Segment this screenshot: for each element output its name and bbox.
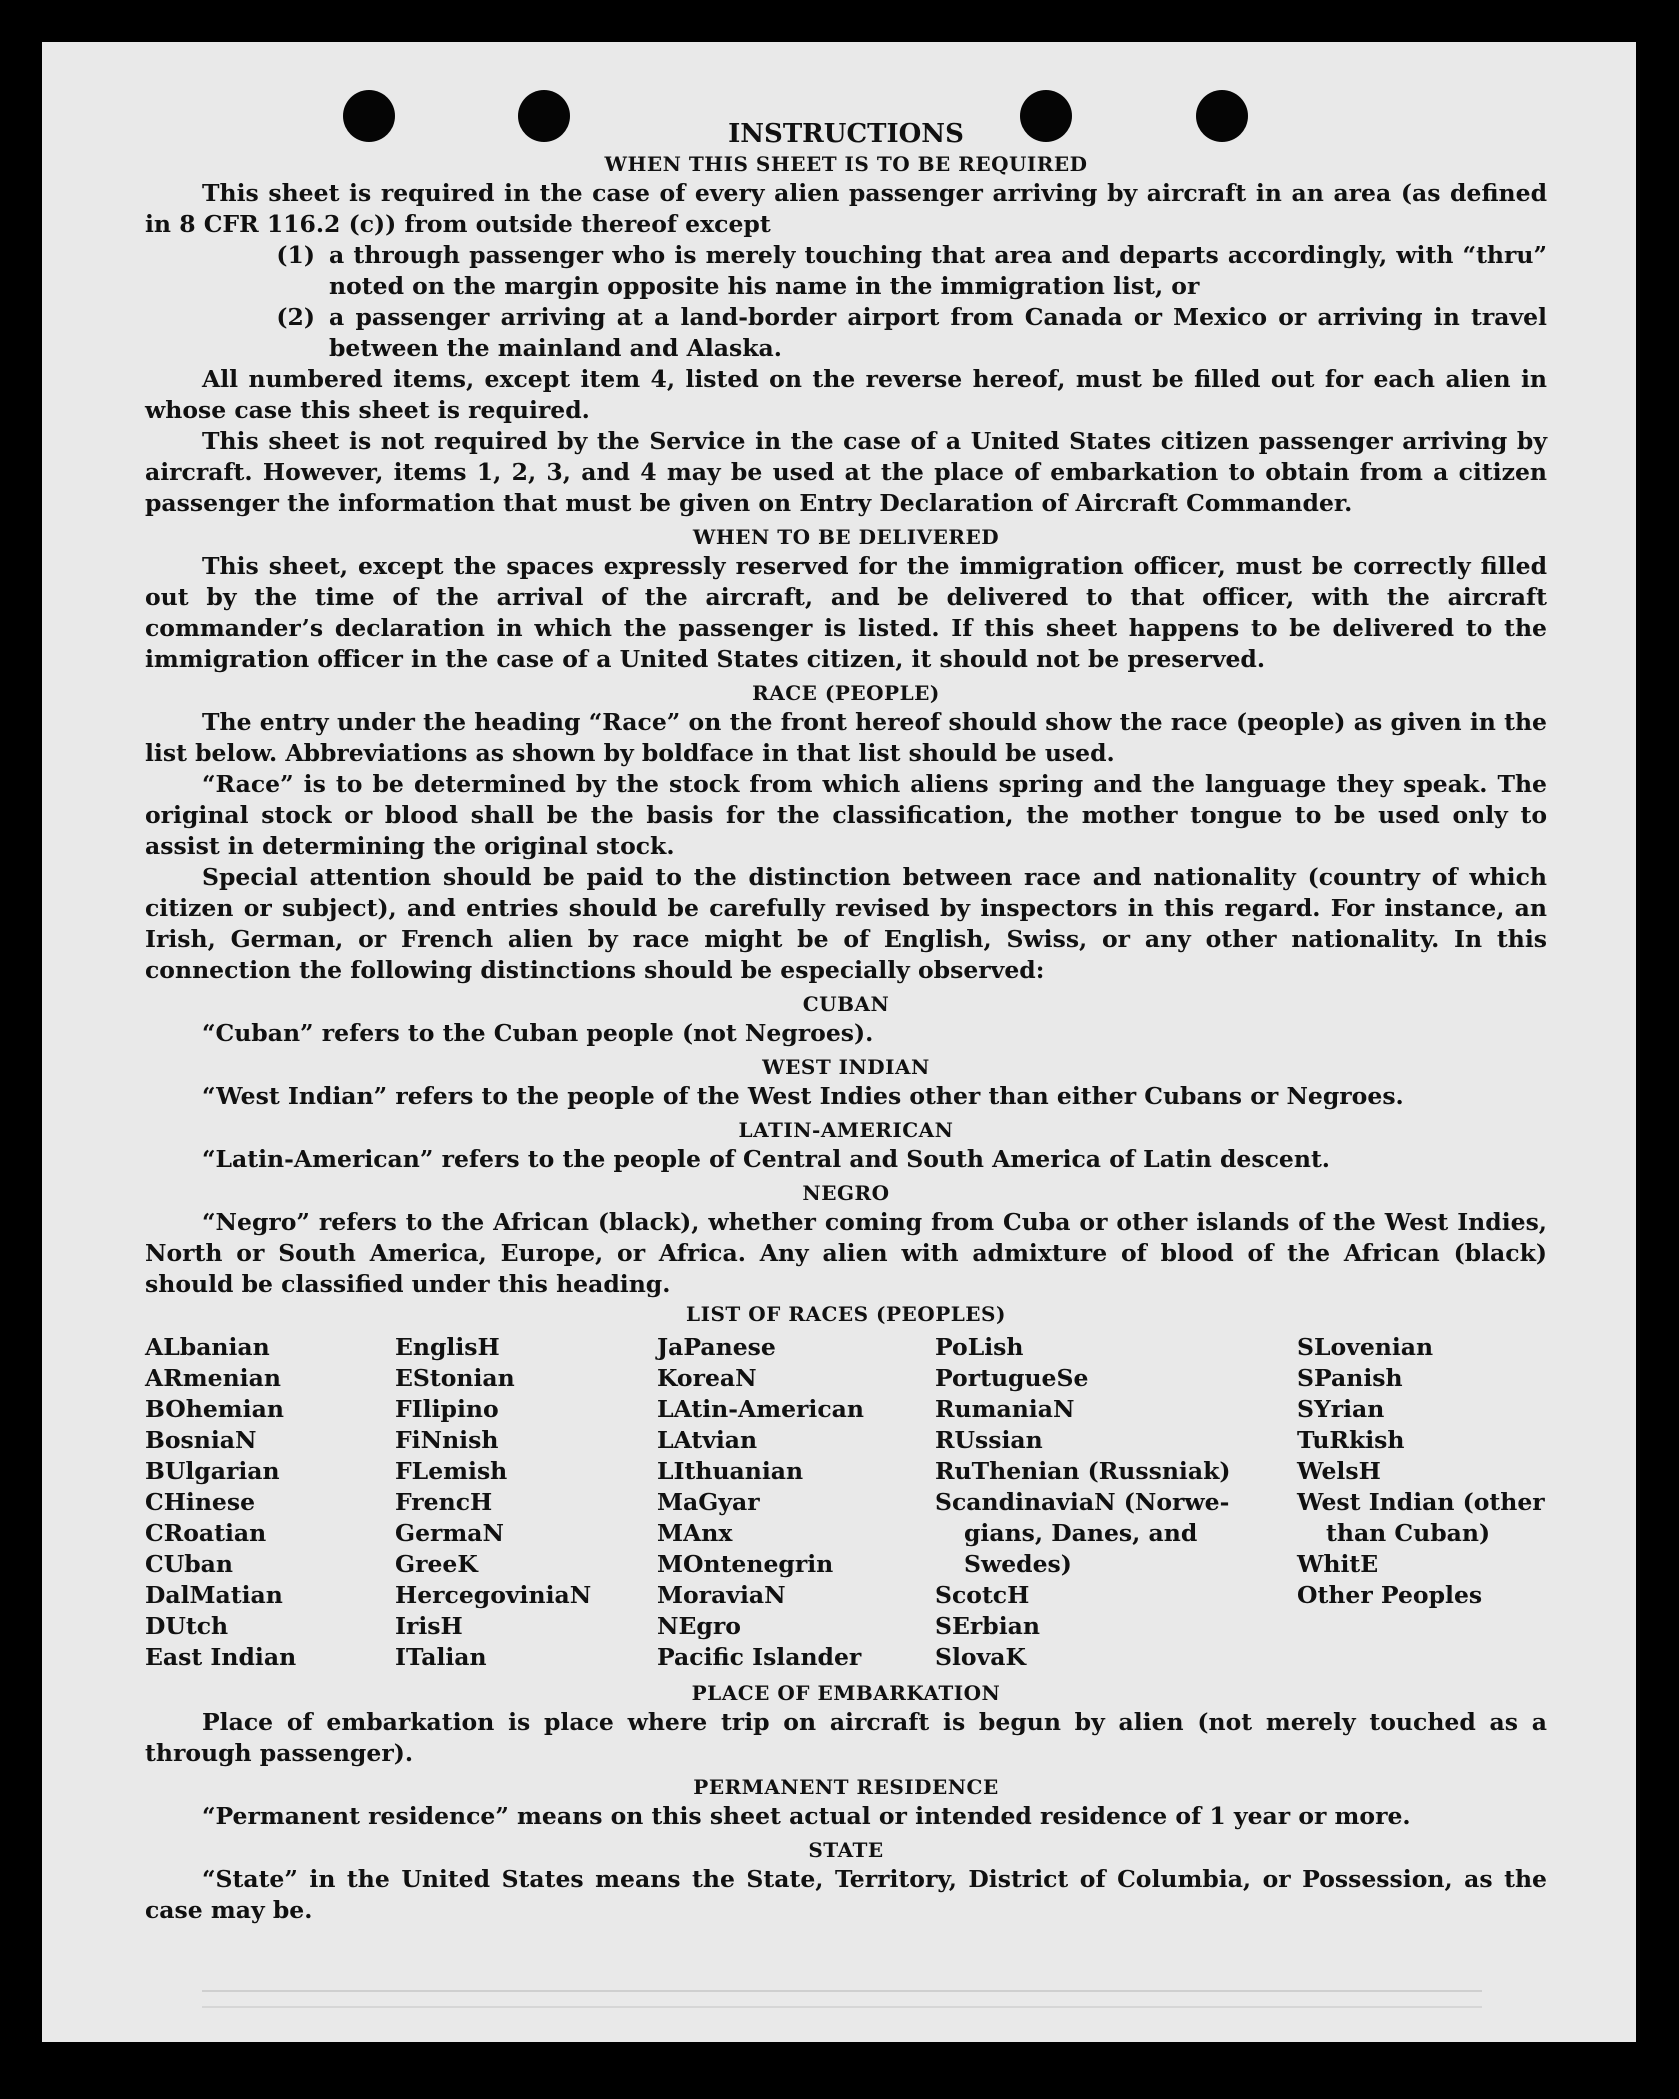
race-entry: TuRkish — [1297, 1426, 1405, 1454]
heading-negro: NEGRO — [802, 1181, 890, 1205]
required-intro: This sheet is required in the case of every alien passenger arriving by aircraft in an area (as defined in 8 CFR 116.2 (c)) from outside thereof except — [145, 179, 1547, 238]
race-entry: ScotcH — [935, 1581, 1030, 1609]
races-column-5 — [1297, 1332, 1547, 1673]
race-entry: LIthuanian — [657, 1457, 804, 1485]
race-entry: than Cuban) — [1326, 1519, 1491, 1547]
race-para-2: “Race” is to be determined by the stock from which aliens spring and the language they speak. The original stock or blood shall be the basis for the classification, the mother tongue to be used only to assist in determining the original stock. — [145, 770, 1547, 860]
exception-item-2 — [145, 302, 1547, 364]
race-entry: BOhemian — [145, 1395, 284, 1423]
race-entry: DalMatian — [145, 1581, 283, 1609]
item-text: a passenger arriving at a land-border airport from Canada or Mexico or arriving in travel between the mainland and Alaska. — [329, 303, 1547, 362]
race-entry: NEgro — [657, 1612, 741, 1640]
race-entry: MOntenegrin — [657, 1550, 834, 1578]
race-entry: CUban — [145, 1550, 233, 1578]
race-entry: ALbanian — [145, 1333, 270, 1361]
race-entry: SPanish — [1297, 1364, 1403, 1392]
heading-when-delivered: WHEN TO BE DELIVERED — [692, 525, 1000, 549]
race-entry: ScandinaviaN (Norwe- — [935, 1488, 1230, 1516]
race-entry: FIlipino — [395, 1395, 499, 1423]
residence-text: “Permanent residence” means on this sheet actual or intended residence of 1 year or more. — [202, 1802, 1411, 1830]
race-entry: GreeK — [395, 1550, 478, 1578]
race-entry: RuThenian (Russniak) — [935, 1457, 1231, 1485]
race-entry: RUssian — [935, 1426, 1043, 1454]
heading-permanent-residence: PERMANENT RESIDENCE — [693, 1775, 999, 1799]
delivered-text: This sheet, except the spaces expressly reserved for the immigration officer, must be correctly filled out by the time of the arrival of the aircraft, and be delivered to that officer, with the aircraft commander’s declaration in which the passenger is listed. If this sheet happens to be delivered to the immigration officer in the case of a United States citizen, it should not be preserved. — [145, 552, 1547, 673]
race-entry: KoreaN — [657, 1364, 757, 1392]
race-entry: ITalian — [395, 1643, 487, 1671]
race-entry: Other Peoples — [1297, 1581, 1483, 1609]
item-text: a through passenger who is merely touching that area and departs accordingly, with “thru” noted on the margin opposite his name in the immigration list, or — [329, 241, 1547, 300]
race-entry: CRoatian — [145, 1519, 267, 1547]
race-entry: MaGyar — [657, 1488, 760, 1516]
race-entry: SlovaK — [935, 1643, 1026, 1671]
embarkation-text: Place of embarkation is place where trip on aircraft is begun by alien (not merely touched as a through passenger). — [145, 1708, 1547, 1767]
heading-cuban: CUBAN — [802, 992, 890, 1016]
race-entry: Pacific Islander — [657, 1643, 862, 1671]
race-entry: SErbian — [935, 1612, 1040, 1640]
race-entry: LAtin-American — [657, 1395, 864, 1423]
race-para-3: Special attention should be paid to the distinction between race and nationality (country of which citizen or subject), and entries should be carefully revised by inspectors in this regard. For instance, an Irish, German, or French alien by race might be of English, Swiss, or any other nationality. In this connection the following distinctions should be especially observed: — [145, 863, 1547, 984]
cuban-text: “Cuban” refers to the Cuban people (not Negroes). — [202, 1019, 874, 1047]
race-entry: BUlgarian — [145, 1457, 280, 1485]
heading-list-of-races: LIST OF RACES (PEOPLES) — [686, 1302, 1006, 1326]
race-entry: EnglisH — [395, 1333, 500, 1361]
race-para-1: The entry under the heading “Race” on the front hereof should show the race (people) as given in the list below. Abbreviations as shown by boldface in that list should be used. — [145, 708, 1547, 767]
heading-west-indian: WEST INDIAN — [762, 1055, 930, 1079]
race-entry: EStonian — [395, 1364, 515, 1392]
race-entry: LAtvian — [657, 1426, 758, 1454]
race-entry: FrencH — [395, 1488, 493, 1516]
race-entry: HercegoviniaN — [395, 1581, 592, 1609]
race-entry: WhitE — [1297, 1550, 1379, 1578]
race-entry: WelsH — [1297, 1457, 1381, 1485]
races-column-2 — [395, 1332, 657, 1673]
race-entry: SYrian — [1297, 1395, 1385, 1423]
race-entry: CHinese — [145, 1488, 256, 1516]
race-entry: PortugueSe — [935, 1364, 1089, 1392]
west-indian-text: “West Indian” refers to the people of the West Indies other than either Cubans or Negroes. — [202, 1082, 1404, 1110]
races-list — [145, 1332, 1547, 1673]
heading-latin-american: LATIN-AMERICAN — [738, 1118, 954, 1142]
required-para-3: This sheet is not required by the Service in the case of a United States citizen passenger arriving by aircraft. However, items 1, 2, 3, and 4 may be used at the place of embarkation to obtain from a citizen passenger the information that must be given on Entry Declaration of Aircraft Commander. — [145, 427, 1547, 517]
race-entry: IrisH — [395, 1612, 463, 1640]
race-entry: GermaN — [395, 1519, 504, 1547]
races-column-3 — [657, 1332, 935, 1673]
race-entry: FiNnish — [395, 1426, 499, 1454]
race-entry: MoraviaN — [657, 1581, 786, 1609]
race-entry: gians, Danes, and — [964, 1519, 1198, 1547]
required-para-2: All numbered items, except item 4, listed on the reverse hereof, must be filled out for each alien in whose case this sheet is required. — [145, 365, 1547, 424]
item-number: (1) — [276, 241, 315, 269]
race-entry: BosniaN — [145, 1426, 257, 1454]
state-text: “State” in the United States means the State, Territory, District of Columbia, or Possession, as the case may be. — [145, 1865, 1547, 1924]
race-entry: FLemish — [395, 1457, 508, 1485]
item-number: (2) — [276, 303, 315, 331]
faint-footer-rule — [202, 1990, 1482, 2008]
heading-race: RACE (PEOPLE) — [752, 681, 940, 705]
race-entry: DUtch — [145, 1612, 229, 1640]
heading-place-of-embarkation: PLACE OF EMBARKATION — [691, 1681, 1001, 1705]
document-page — [42, 42, 1636, 2042]
race-entry: Swedes) — [964, 1550, 1072, 1578]
exception-item-1 — [145, 240, 1547, 302]
page-title: INSTRUCTIONS — [728, 119, 964, 149]
heading-state: STATE — [808, 1838, 884, 1862]
race-entry: ARmenian — [145, 1364, 281, 1392]
race-entry: East Indian — [145, 1643, 297, 1671]
heading-when-required: WHEN THIS SHEET IS TO BE REQUIRED — [604, 152, 1088, 176]
race-entry: RumaniaN — [935, 1395, 1075, 1423]
negro-text: “Negro” refers to the African (black), whether coming from Cuba or other islands of the West Indies, North or South America, Europe, or Africa. Any alien with admixture of blood of the African (black) should be classified under this heading. — [145, 1208, 1547, 1298]
race-entry: MAnx — [657, 1519, 733, 1547]
race-entry: JaPanese — [657, 1333, 776, 1361]
race-entry: SLovenian — [1297, 1333, 1434, 1361]
instructions-body — [145, 118, 1547, 1926]
race-entry: West Indian (other — [1297, 1488, 1545, 1516]
races-column-1 — [145, 1332, 395, 1673]
latin-american-text: “Latin-American” refers to the people of Central and South America of Latin descent. — [202, 1145, 1330, 1173]
races-column-4 — [935, 1332, 1297, 1673]
race-entry: PoLish — [935, 1333, 1024, 1361]
